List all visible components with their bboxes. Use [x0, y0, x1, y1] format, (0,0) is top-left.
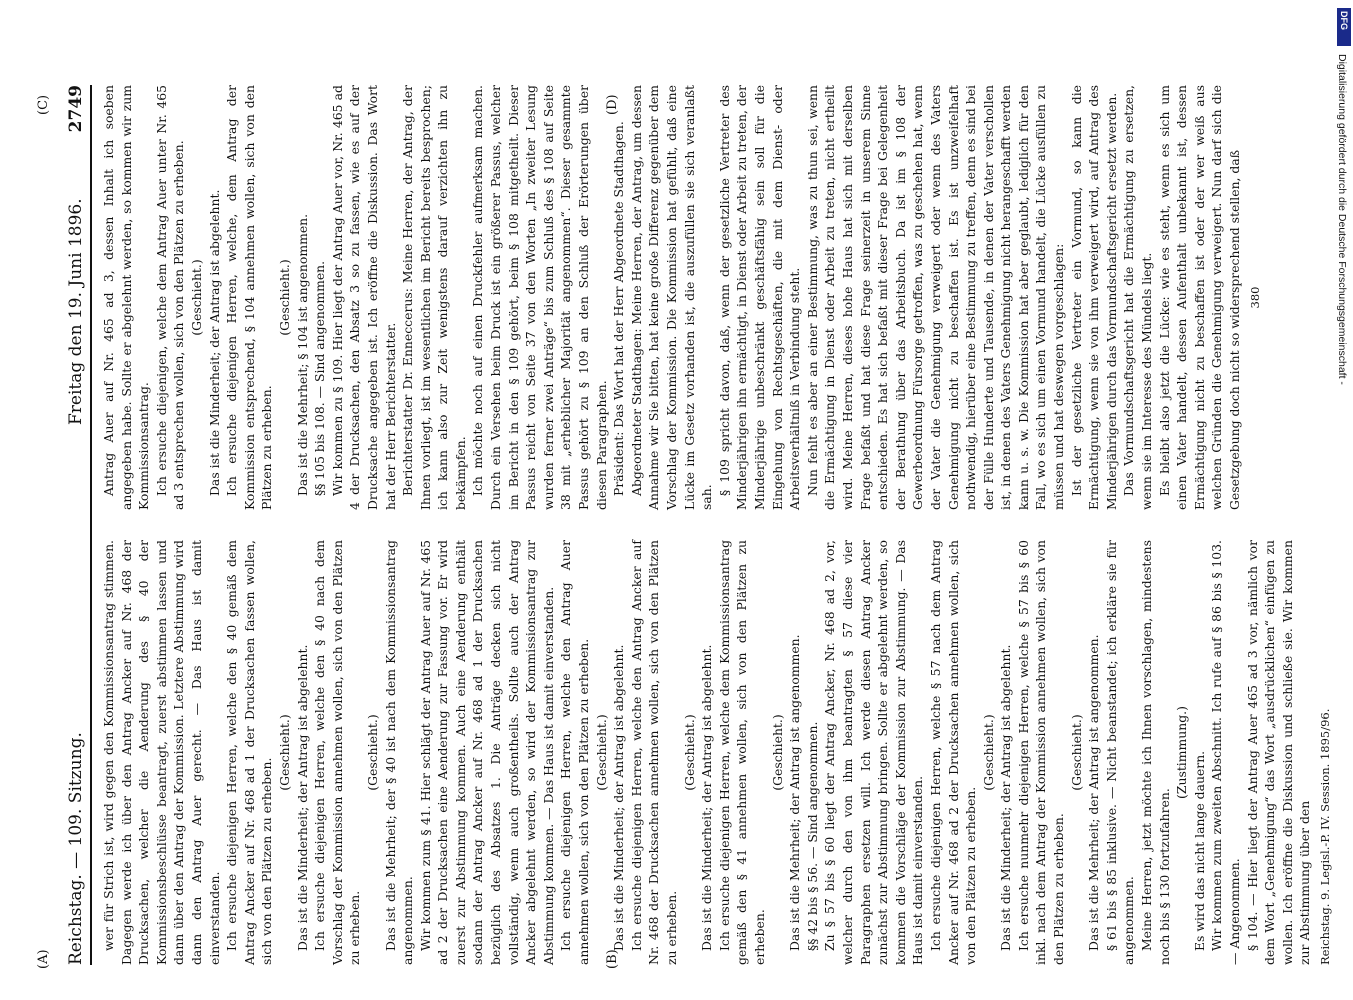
paragraph: Wir kommen zu § 109. Hier liegt der Antrag Auer vor, Nr. 465 ad 4 der Drucksachen, den Absatz 3 so zu fassen, wie es auf der Drucksache angegeben ist. Ich eröffne die Diskussion. Das Wort hat der Herr Berichterstatter.	[329, 85, 398, 510]
paragraph: Das ist die Minderheit; der Antrag ist abgelehnt.	[611, 644, 627, 951]
paragraph: Es wird das nicht lange dauern.	[1191, 750, 1207, 951]
paragraph: (Geschieht.)	[980, 714, 996, 791]
dfg-logo: DFG	[1337, 8, 1351, 46]
header-left: Reichstag. — 109. Sitzung.	[66, 732, 86, 965]
paragraph: Abgeordneter Stadthagen: Meine Herren, der Antrag, um dessen Annahme wir Sie bitten, hat keine große Differenz gegenüber dem Vorschlag der Kommission. Die Kommission hat gefühlt, daß eine Lücke im Gesetz vorhanden ist, die auszufüllen sie sich veranlaßt sah.	[628, 85, 715, 510]
paragraph: Berichterstatter Dr. Enneccerus: Meine Herren, der Antrag, der Ihnen vorliegt, ist im wesentlichen im Bericht bereits besprochen; ich kann also zur Zeit wenigstens darauf verzichten ihn zu bekämpfen.	[400, 85, 468, 510]
paragraph: Präsident: Das Wort hat der Herr Abgeordnete Stadthagen.	[611, 121, 627, 496]
paragraph: Das Vormundschaftsgericht hat die Ermächtigung zu ersetzen, wenn sie im Interesse des Mündels liegt.	[1121, 85, 1155, 510]
paragraph: Zu § 57 bis § 60 liegt der Antrag Ancker, Nr. 468 ad 2, vor, welcher durch den von ihm beantragten § 57 diese vier Paragraphen ersetzen will. Ich werde diesen Antrag Ancker zunächst zur Abstimmung bringen. Sollte er abgelehnt werden, so kommen die Vorschläge der Kommission zur Abstimmung. — Das Haus ist damit einverstanden.	[822, 540, 926, 965]
paragraph: (Geschieht.)	[276, 714, 292, 791]
paragraph: (Geschieht.)	[681, 714, 697, 791]
left-column-footer: Reichstag. 9. Legisl.-P. IV. Session. 1895/96.	[1317, 708, 1332, 965]
paragraph: Das ist die Mehrheit; § 104 ist angenommen.	[294, 213, 310, 496]
paragraph: (Geschieht.)	[364, 714, 380, 791]
paragraph: § 104. — Hier liegt der Antrag Auer 465 ad 3 vor, nämlich vor dem Wort „Genehmigung“ das Wort „ausdrücklichen“ einfügen zu wollen. Ich eröffne die Diskussion und schließe sie. Wir kommen zur Abstimmung über den	[1244, 540, 1313, 965]
paragraph: Es bleibt also jetzt die Lücke: wie es steht, wenn es sich um einen Vater handelt, dessen Aufenthalt unbekannt ist, dessen Ermächtigung nicht zu beschaffen ist oder der wer weiß aus welchen Gründen die Genehmigung verweigert. Nun darf sich die Gesetzgebung doch nicht so widersprechend stellen, daß	[1156, 85, 1242, 510]
paragraph: Ich ersuche diejenigen Herren, welche den Antrag Auer annehmen wollen, sich von den Plätzen zu erheben.	[558, 540, 592, 965]
paragraph: Das ist die Minderheit; der Antrag ist abgelehnt.	[206, 189, 222, 496]
right-column-footer: 380	[1247, 286, 1262, 309]
paragraph: (Geschieht.)	[188, 259, 204, 336]
paragraph: (Zustimmung.)	[1174, 706, 1190, 799]
paragraph: Nun fehlt es aber an einer Bestimmung, was zu thun sei, wenn die Ermächtigung in Dienst oder Arbeit zu treten, nicht ertheilt wird. Meine Herren, dieses hohe Haus hat sich mit derselben Frage befaßt und hat diese Frage seinerzeit in unserem Sinne entschieden. Es hat sich befaßt mit dieser Frage bei Gelegenheit der Berathung über das Arbeitsbuch. Da ist im § 108 der Gewerbeordnung Fürsorge getroffen, was zu geschehen hat, wenn der Vater die Genehmigung verweigert oder wenn des Vaters Genehmigung nicht zu beschaffen ist. Es ist unzweifelhaft nothwendig, hierüber eine Bestimmung zu treffen, denn es sind bei der Fülle Hunderte und Tausende, in denen der Vater verschollen ist, in denen des Vaters Genehmigung nicht herangeschafft werden kann u. s. w. Die Kommission hat aber geglaubt, lediglich für den Fall, wo es sich um einen Vormund handelt, die Lücke ausfüllen zu müssen und hat deswegen vorgeschlagen:	[804, 85, 1067, 510]
paragraph: Ich ersuche diejenigen Herren, welche, dem Antrag der Kommission entsprechend, § 104 annehmen wollen, sich von den Plätzen zu erheben.	[224, 85, 275, 510]
margin-marker-b: (B)	[605, 949, 620, 969]
header-rule	[90, 85, 92, 965]
paragraph: Das ist die Mehrheit; der Antrag ist angenommen.	[787, 634, 803, 951]
margin-marker-d: (D)	[605, 94, 620, 115]
rotated-page-content	[36, 84, 1332, 969]
paragraph: Ich möchte noch auf einen Druckfehler aufmerksam machen. Durch ein Versehen beim Druck ist ein größerer Passus, welcher im Bericht in den § 109 gehört, beim § 108 mitgetheilt. Dieser Passus reicht von Seite 37 von den Worten „In zweiter Lesung wurden ferner zwei Anträge“ bis zum Schluß des § 108 auf Seite 38 mit „erheblicher Majorität angenommen“. Dieser gesammte Passus gehört zu § 109 an den Schluß der Erörterungen über diesen Paragraphen.	[470, 85, 609, 510]
paragraph: Ich ersuche diejenigen, welche dem Antrag Auer unter Nr. 465 ad 3 entsprechen wollen, sich von den Plätzen zu erheben.	[153, 85, 187, 510]
paragraph: Ich ersuche diejenigen Herren, welche dem Kommissionsantrag gemäß den § 41 annehmen wollen, sich von den Plätzen zu erheben.	[716, 540, 767, 965]
paragraph: Wir kommen zum zweiten Abschnitt. Ich rufe auf § 86 bis § 103. — Angenommen.	[1209, 540, 1242, 965]
paragraph: §§ 105 bis 108. — Sind angenommen.	[312, 260, 328, 496]
paragraph: Das ist die Mehrheit; der Antrag ist angenommen.	[1086, 634, 1102, 951]
paragraph: Ich ersuche diejenigen Herren, welche den § 40 nach dem Vorschlag der Kommission annehmen wollen, sich von den Plätzen zu erheben.	[312, 540, 363, 965]
paragraph: Das ist die Minderheit; der Antrag ist abgelehnt.	[294, 644, 310, 951]
paragraph: Das ist die Minderheit; der Antrag ist abgelehnt.	[699, 644, 715, 951]
paragraph: Meine Herren, jetzt möchte ich Ihnen vorschlagen, mindestens noch bis § 130 fortzufahren.	[1139, 540, 1172, 965]
margin-marker-c: (C)	[36, 94, 51, 115]
paragraph: Ich ersuche diejenigen Herren, welche § 57 nach dem Antrag Ancker auf Nr. 468 ad 2 der Drucksachen annehmen wollen, sich von den Plätzen zu erheben.	[927, 540, 979, 965]
header-date: Freitag den 19. Juni 1896.	[66, 198, 86, 425]
paragraph: (Geschieht.)	[1068, 714, 1084, 791]
paragraph: Das ist die Minderheit; der Antrag ist abgelehnt.	[998, 644, 1014, 951]
paragraph: Wir kommen zum § 41. Hier schlägt der Antrag Auer auf Nr. 465 ad 2 der Drucksachen eine Aenderung zur Fassung vor. Er wird zuerst zur Abstimmung kommen. Auch eine Aenderung enthält sodann der Antrag Ancker auf Nr. 468 ad 1 der Drucksachen bezüglich des Absatzes 1. Die Anträge decken sich nicht vollständig, wenn auch großentheils. Sollte auch der Antrag Ancker abgelehnt werden, so wird der Kommissionsantrag zur Abstimmung kommen. — Das Haus ist damit einverstanden.	[417, 540, 556, 965]
paragraph: Ich ersuche diejenigen Herren, welche den § 40 gemäß dem Antrag Ancker auf Nr. 468 ad 1 der Drucksachen fassen wollen, sich von den Plätzen zu erheben.	[224, 540, 275, 965]
paragraph: §§ 42 bis § 56. — Sind angenommen.	[804, 721, 820, 951]
paragraph: § 109 spricht davon, daß, wenn der gesetzliche Vertreter des Minderjährigen ihn ermächtigt, in Dienst oder Arbeit zu treten, der Minderjährige unbeschränkt geschäftsfähig sein soll für die Eingehung von Rechtsgeschäften, die mit dem Dienst- oder Arbeitsverhältniß in Verbindung steht.	[716, 84, 803, 510]
paragraph: Antrag Auer auf Nr. 465 ad 3, dessen Inhalt ich soeben angegeben habe. Sollte er abgelehnt werden, so kommen wir zum Kommissionsantrag.	[101, 85, 152, 510]
left-column	[100, 540, 1332, 965]
paragraph: (Geschieht.)	[769, 714, 785, 791]
margin-marker-a: (A)	[36, 949, 51, 969]
paragraph: Das ist die Mehrheit; der § 40 ist nach dem Kommissionsantrag angenommen.	[382, 540, 416, 965]
paragraph: § 61 bis § 85 inklusive. — Nicht beanstandet; ich erkläre sie für angenommen.	[1103, 540, 1137, 965]
paragraph: wer für Strich ist, wird gegen den Kommissionsantrag stimmen. Dagegen werde ich über den Antrag Ancker auf Nr. 468 der Drucksachen, welcher die Aenderung des § 40 der Kommissionsbeschlüsse beantragt, zuerst abstimmen lassen und dann über den Antrag der Kommission. Letztere Abstimmung wird dann den Antrag Auer gerecht. — Das Haus ist damit einverstanden.	[101, 540, 222, 965]
paragraph: (Geschieht.)	[276, 259, 292, 336]
page-number: 2749	[66, 85, 86, 133]
paragraph: Ich ersuche nunmehr diejenigen Herren, welche § 57 bis § 60 inkl. nach dem Antrag der Kommission annehmen wollen, sich von den Plätzen zu erheben.	[1015, 540, 1067, 965]
paragraph: Ist der gesetzliche Vertreter ein Vormund, so kann die Ermächtigung, wenn sie von ihm verweigert wird, auf Antrag des Minderjährigen durch das Vormundschaftsgericht ersetzt werden.	[1068, 85, 1119, 510]
digitization-credit: Digitalisierung gefördert durch die Deutsche Forschungsgemeinschaft -	[1336, 54, 1348, 385]
paragraph: (Geschieht.)	[593, 714, 609, 791]
running-header	[60, 85, 90, 965]
paragraph: Ich ersuche diejenigen Herren, welche den Antrag Ancker auf Nr. 468 der Drucksachen annehmen wollen, sich von den Plätzen zu erheben.	[628, 540, 679, 965]
right-column	[100, 84, 1262, 510]
